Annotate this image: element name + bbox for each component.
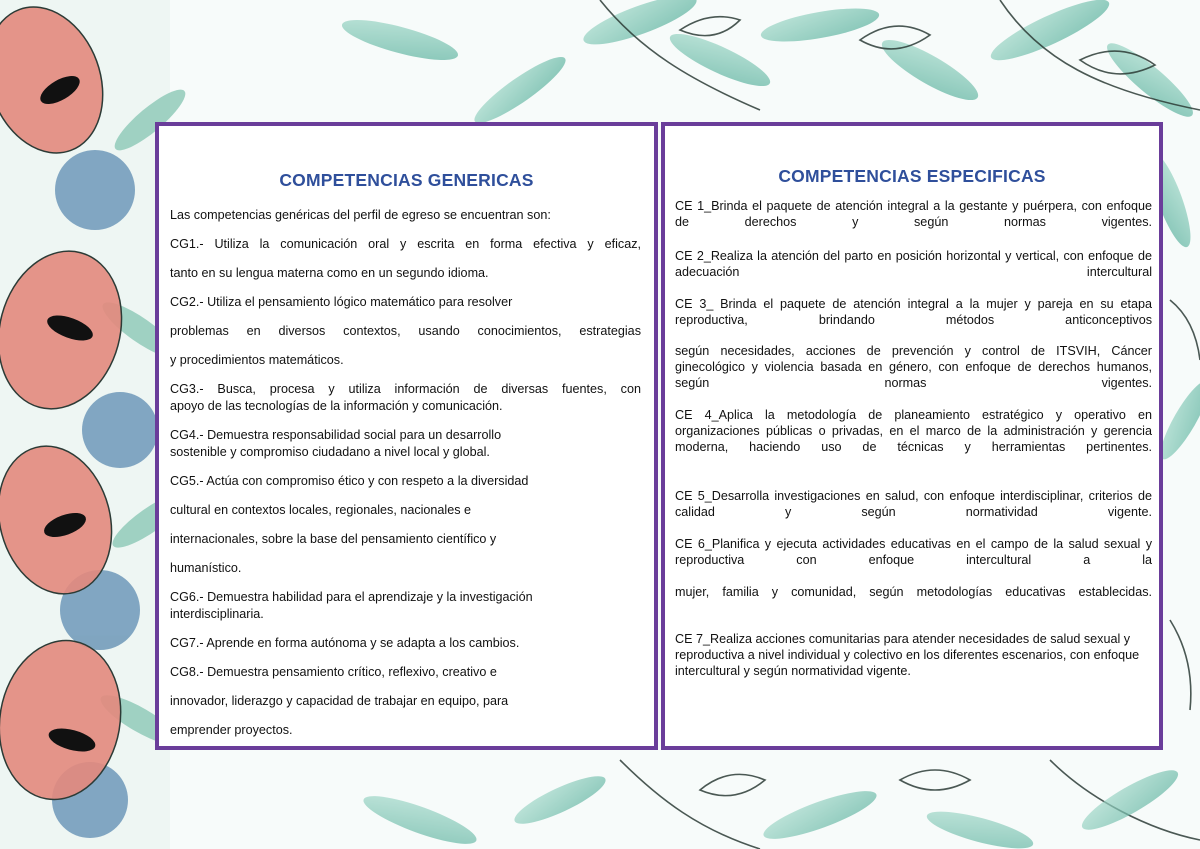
generic-line: CG4.- Demuestra responsabilidad social para un desarrollo: [170, 428, 502, 442]
specific-paragraph: CE 2_Realiza la atención del parto en posición horizontal y vertical, con enfoque de adecuación intercultural: [675, 249, 1152, 279]
generic-line: CG8.- Demuestra pensamiento crítico, reflexivo, creativo e: [170, 665, 497, 679]
generic-line: CG6.- Demuestra habilidad para el aprendizaje y la investigación: [170, 590, 533, 604]
specific-paragraph: CE 3_ Brinda el paquete de atención integral a la mujer y pareja en su etapa reproductiva, brindando métodos anticonceptivos: [675, 297, 1152, 327]
generic-line: interdisciplinaria.: [170, 607, 264, 621]
generic-line: apoyo de las tecnologías de la información y comunicación.: [170, 399, 503, 413]
specific-paragraph: CE 7_Realiza acciones comunitarias para atender necesidades de salud sexual y reproductiva a nivel individual y colectivo en los diferentes escenarios, con enfoque intercultural y según normatividad vigente.: [675, 632, 1140, 678]
generic-line: sostenible y compromiso ciudadano a nivel local y global.: [170, 445, 490, 459]
generic-competencies-panel: [155, 122, 658, 750]
specific-paragraph: CE 5_Desarrolla investigaciones en salud, con enfoque interdisciplinar, criterios de calidad y según normatividad vigente.: [675, 489, 1152, 519]
generic-title: COMPETENCIAS GENERICAS: [279, 170, 534, 190]
generic-line: y procedimientos matemáticos.: [170, 353, 344, 367]
generic-line: CG1.- Utiliza la comunicación oral y escrita en forma efectiva y eficaz,: [170, 237, 641, 251]
generic-line: humanístico.: [170, 561, 242, 575]
specific-paragraph: según necesidades, acciones de prevención y control de ITSVIH, Cáncer ginecológico y violencia basada en género, con enfoque de derechos humanos, según normas vigentes.: [675, 344, 1152, 390]
specific-paragraph: CE 6_Planifica y ejecuta actividades educativas en el campo de la salud sexual y reproductiva con enfoque intercultural a la: [675, 537, 1152, 567]
specific-paragraph: CE 1_Brinda el paquete de atención integral a la gestante y puérpera, con enfoque de derechos y según normas vigentes.: [675, 199, 1152, 229]
specific-paragraph: CE 4_Aplica la metodología de planeamiento estratégico y operativo en organizaciones públicas o privadas, en el marco de la administración y gerencia moderna, haciendo uso de técnicas y herramientas pertinentes.: [675, 408, 1152, 454]
generic-line: CG3.- Busca, procesa y utiliza información de diversas fuentes, con: [170, 382, 641, 396]
generic-line: tanto en su lengua materna como en un segundo idioma.: [170, 266, 489, 280]
specific-title: COMPETENCIAS ESPECIFICAS: [778, 166, 1046, 186]
generic-line: Las competencias genéricas del perfil de egreso se encuentran son:: [170, 208, 551, 222]
specific-paragraph: mujer, familia y comunidad, según metodologías educativas establecidas.: [675, 585, 1152, 599]
generic-line: CG5.- Actúa con compromiso ético y con respeto a la diversidad: [170, 474, 529, 488]
generic-line: emprender proyectos.: [170, 723, 293, 737]
generic-line: CG7.- Aprende en forma autónoma y se adapta a los cambios.: [170, 636, 520, 650]
generic-line: internacionales, sobre la base del pensamiento científico y: [170, 532, 497, 546]
generic-line: cultural en contextos locales, regionales, nacionales e: [170, 503, 472, 517]
generic-line: problemas en diversos contextos, usando conocimientos, estrategias: [170, 324, 641, 338]
generic-line: CG2.- Utiliza el pensamiento lógico matemático para resolver: [170, 295, 513, 309]
generic-line: innovador, liderazgo y capacidad de trabajar en equipo, para: [170, 694, 509, 708]
specific-competencies-panel: [661, 122, 1163, 750]
